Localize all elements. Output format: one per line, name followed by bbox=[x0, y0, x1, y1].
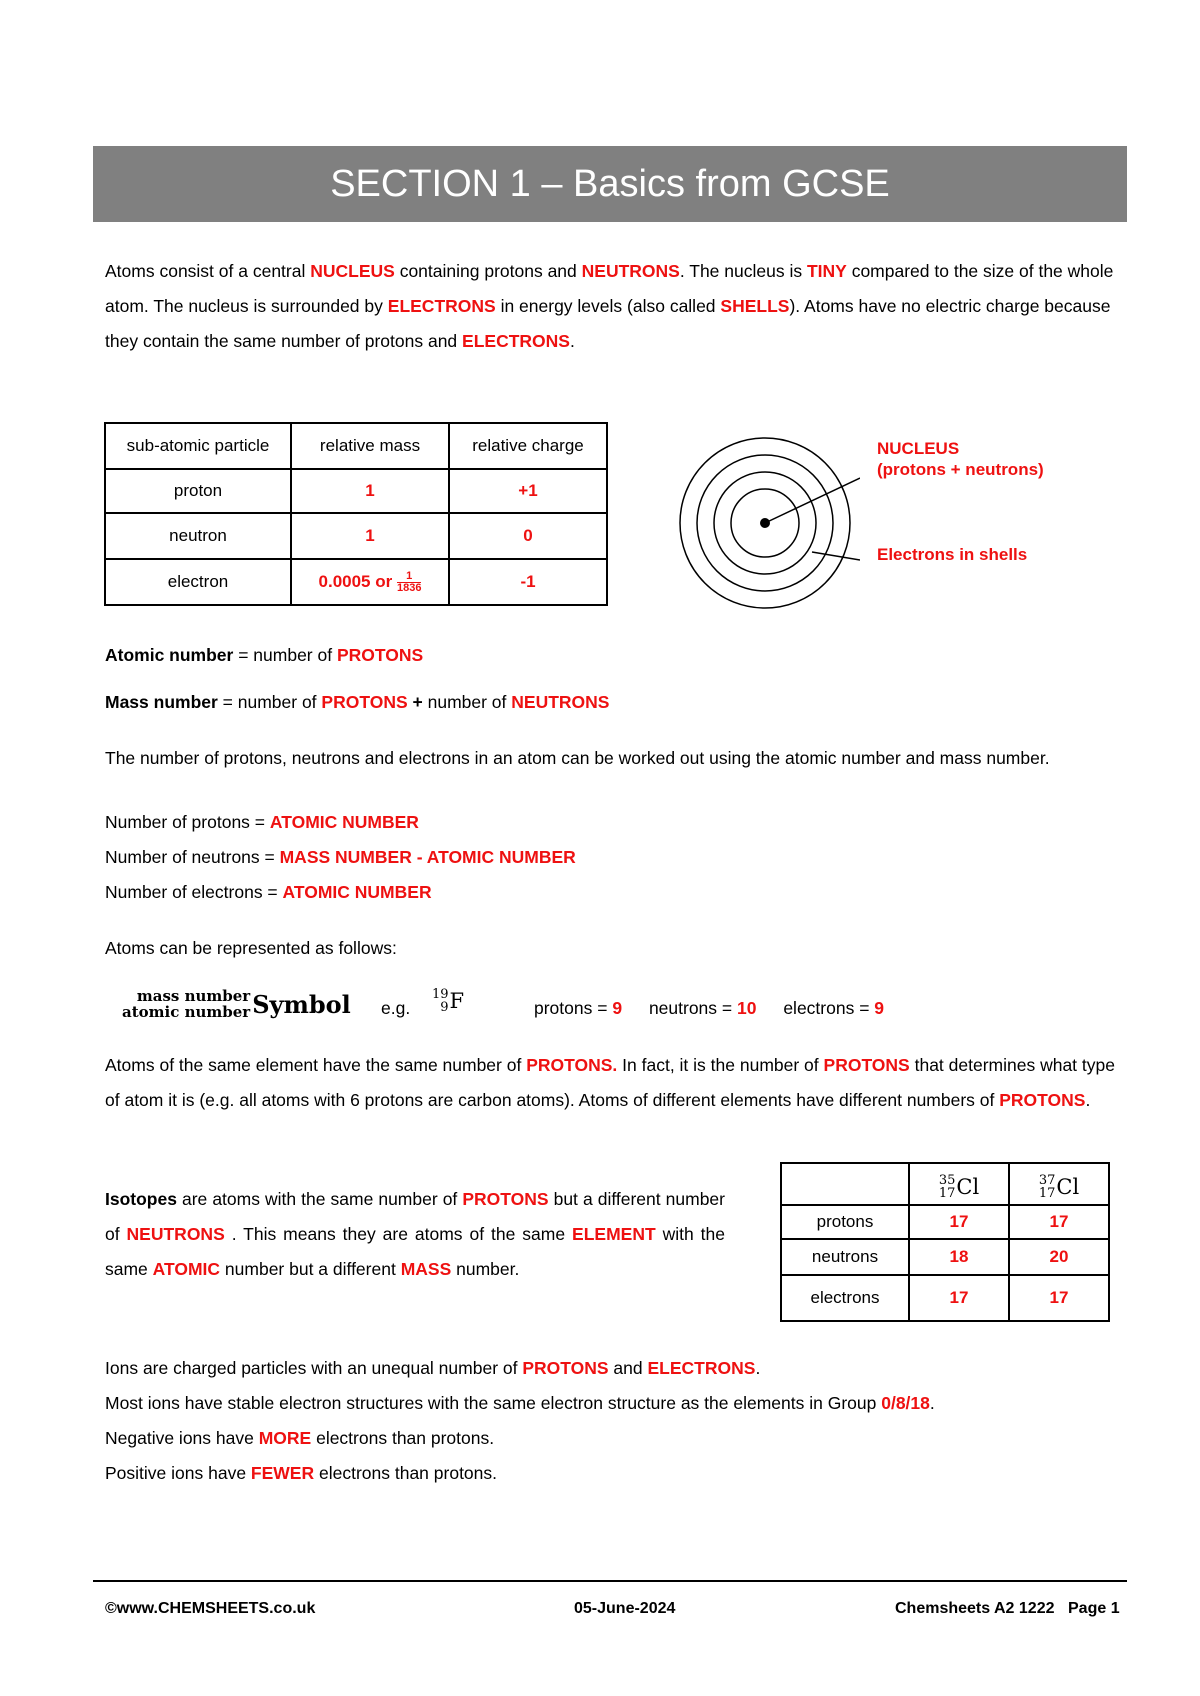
table-header: relative charge bbox=[449, 423, 607, 469]
value: 9 bbox=[874, 998, 885, 1018]
text: . bbox=[569, 331, 575, 351]
cell: 18 bbox=[909, 1239, 1009, 1275]
keyword: PROTONS bbox=[522, 1358, 609, 1378]
fluorine-notation bbox=[432, 988, 464, 1014]
keyword: MASS bbox=[400, 1259, 452, 1279]
keyword: 0/8/18 bbox=[881, 1393, 930, 1413]
element-symbol: Cl bbox=[956, 1174, 980, 1199]
text: but a different number of bbox=[105, 1189, 725, 1244]
text: Atoms consist of a central bbox=[105, 261, 311, 281]
nucleus-label-line: (protons + neutrons) bbox=[877, 460, 1044, 479]
text: Most ions have stable electron structures with the same electron structure as the elements in Group bbox=[105, 1393, 882, 1413]
text: Ions are charged particles with an unequal number of bbox=[105, 1358, 523, 1378]
keyword: ATOMIC NUMBER bbox=[282, 882, 432, 902]
nucleus-label-line: NUCLEUS bbox=[877, 439, 960, 458]
text: number. bbox=[451, 1259, 520, 1279]
atomic-number-definition bbox=[105, 645, 423, 666]
table-row bbox=[781, 1205, 1109, 1239]
notation-numbers bbox=[122, 988, 250, 1020]
keyword: NEUTRONS bbox=[511, 692, 610, 712]
keyword: ELECTRONS bbox=[387, 296, 496, 316]
text: number of bbox=[427, 692, 512, 712]
intro-paragraph bbox=[105, 254, 1127, 359]
workout-intro: The number of protons, neutrons and electrons in an atom can be worked out using the atomic number and mass number. bbox=[105, 748, 1050, 768]
atom-diagram bbox=[670, 430, 860, 610]
electron-mass: 0.0005 or bbox=[318, 571, 393, 591]
ions-line-2 bbox=[105, 1393, 935, 1414]
table-row bbox=[105, 469, 607, 513]
element-symbol: F bbox=[449, 989, 465, 1013]
shells-pointer bbox=[812, 552, 860, 560]
ions-line-4 bbox=[105, 1463, 497, 1484]
fluorine-numbers bbox=[432, 988, 449, 1014]
protons-rule bbox=[105, 812, 419, 833]
text: ). Atoms have no electric charge because they contain the same number of protons and bbox=[105, 296, 1111, 351]
keyword: SHELLS bbox=[720, 296, 790, 316]
text: with the same bbox=[105, 1224, 725, 1279]
text: . bbox=[1085, 1090, 1091, 1110]
term: Isotopes bbox=[105, 1189, 177, 1209]
nuclide-notation bbox=[122, 988, 351, 1020]
keyword: PROTONS bbox=[336, 645, 424, 665]
ions-line-3 bbox=[105, 1428, 494, 1449]
atomic-number: 17 bbox=[1038, 1185, 1056, 1201]
fraction bbox=[397, 571, 421, 594]
footer-rule bbox=[93, 1580, 1127, 1582]
table-header: sub-atomic particle bbox=[105, 423, 291, 469]
text: number but a different bbox=[220, 1259, 401, 1279]
cell: electron bbox=[105, 559, 291, 605]
element-paragraph bbox=[105, 1048, 1127, 1118]
electrons-rule bbox=[105, 882, 432, 903]
cell: 1 bbox=[291, 513, 449, 559]
keyword: PROTONS bbox=[321, 692, 408, 712]
cell: 20 bbox=[1009, 1239, 1109, 1275]
element-symbol: Cl bbox=[1056, 1174, 1080, 1199]
keyword: PROTONS bbox=[999, 1090, 1086, 1110]
text: = number of bbox=[217, 692, 322, 712]
ions-line-1 bbox=[105, 1358, 760, 1379]
text: Negative ions have bbox=[105, 1428, 259, 1448]
keyword: FEWER bbox=[250, 1463, 315, 1483]
text: neutrons = bbox=[648, 998, 737, 1018]
text: Atoms of the same element have the same number of bbox=[105, 1055, 527, 1075]
keyword: TINY bbox=[806, 261, 847, 281]
row-label: neutrons bbox=[781, 1239, 909, 1275]
cell: 0 bbox=[449, 513, 607, 559]
symbol-label: Symbol bbox=[252, 989, 351, 1019]
text: electrons than protons. bbox=[314, 1463, 498, 1483]
footer-page: Page 1 bbox=[1068, 1600, 1120, 1617]
text: Number of electrons = bbox=[105, 882, 283, 902]
cell: +1 bbox=[449, 469, 607, 513]
text: . bbox=[929, 1393, 935, 1413]
cell: -1 bbox=[449, 559, 607, 605]
atomic-number: 17 bbox=[938, 1185, 956, 1201]
row-label: electrons bbox=[781, 1275, 909, 1321]
shells-label: Electrons in shells bbox=[877, 545, 1028, 564]
value: 9 bbox=[612, 998, 623, 1018]
representation-intro: Atoms can be represented as follows: bbox=[105, 938, 397, 958]
mass-number: 35 bbox=[938, 1172, 956, 1188]
text: . bbox=[755, 1358, 761, 1378]
text: electrons = bbox=[783, 998, 875, 1018]
nucleus-pointer bbox=[765, 478, 860, 523]
keyword: ELECTRONS bbox=[647, 1358, 756, 1378]
fraction-denominator: 1836 bbox=[396, 581, 422, 594]
atomic-number-label: atomic number bbox=[122, 1003, 251, 1021]
cell: neutron bbox=[105, 513, 291, 559]
keyword: MORE bbox=[258, 1428, 312, 1448]
cell bbox=[291, 559, 449, 605]
fraction-numerator: 1 bbox=[397, 571, 421, 583]
table-row bbox=[105, 513, 607, 559]
eg-label: e.g. bbox=[381, 998, 411, 1018]
nucleus-label bbox=[877, 438, 1044, 480]
text: Positive ions have bbox=[105, 1463, 251, 1483]
cell: proton bbox=[105, 469, 291, 513]
text: that determines what type of atom it is (e.g. all atoms with 6 protons are carbon atoms). Atoms of different elements have different numbers of bbox=[105, 1055, 1115, 1110]
table-header: relative mass bbox=[291, 423, 449, 469]
text: . This means they are atoms of the same bbox=[224, 1224, 573, 1244]
table-row bbox=[781, 1239, 1109, 1275]
text: = number of bbox=[233, 645, 337, 665]
keyword: MASS NUMBER - ATOMIC NUMBER bbox=[279, 847, 576, 867]
text: + bbox=[412, 692, 428, 712]
empty-header bbox=[781, 1163, 909, 1205]
text: in energy levels (also called bbox=[495, 296, 721, 316]
mass-number: 37 bbox=[1038, 1172, 1056, 1188]
mass-number-label: mass number bbox=[136, 987, 251, 1005]
text: Number of neutrons = bbox=[105, 847, 280, 867]
term: Mass number bbox=[105, 692, 218, 712]
keyword: ATOMIC bbox=[152, 1259, 221, 1279]
chlorine-isotope-table bbox=[780, 1162, 1110, 1322]
text: electrons than protons. bbox=[311, 1428, 495, 1448]
keyword: NEUTRONS bbox=[126, 1224, 225, 1244]
keyword: ELEMENT bbox=[572, 1224, 656, 1244]
keyword: ELECTRONS bbox=[462, 331, 570, 351]
particle-table bbox=[104, 422, 608, 606]
text: Number of protons = bbox=[105, 812, 270, 832]
section-title: SECTION 1 – Basics from GCSE bbox=[93, 146, 1127, 222]
footer-date: 05-June-2024 bbox=[574, 1600, 676, 1617]
keyword: PROTONS bbox=[462, 1189, 549, 1209]
cell: 17 bbox=[909, 1205, 1009, 1239]
cell: 17 bbox=[909, 1275, 1009, 1321]
mass-number-definition bbox=[105, 692, 609, 713]
text: are atoms with the same number of bbox=[176, 1189, 463, 1209]
isotope-header bbox=[909, 1163, 1009, 1205]
table-row bbox=[105, 559, 607, 605]
cell: 17 bbox=[1009, 1205, 1109, 1239]
isotope-header bbox=[1009, 1163, 1109, 1205]
text: In fact, it is the number of bbox=[617, 1055, 824, 1075]
cell: 1 bbox=[291, 469, 449, 513]
keyword: PROTONS. bbox=[526, 1055, 618, 1075]
text: compared to the size of the whole atom. The nucleus is surrounded by bbox=[105, 261, 1114, 316]
fluorine-counts bbox=[534, 998, 884, 1019]
keyword: PROTONS bbox=[823, 1055, 910, 1075]
mass-number: 19 bbox=[432, 987, 449, 1002]
text: . The nucleus is bbox=[679, 261, 807, 281]
text: protons = bbox=[534, 998, 613, 1018]
keyword: NEUTRONS bbox=[581, 261, 680, 281]
text: and bbox=[608, 1358, 648, 1378]
table-row bbox=[781, 1275, 1109, 1321]
row-label: protons bbox=[781, 1205, 909, 1239]
cell: 17 bbox=[1009, 1275, 1109, 1321]
text: containing protons and bbox=[394, 261, 582, 281]
keyword: ATOMIC NUMBER bbox=[269, 812, 419, 832]
atomic-number: 9 bbox=[440, 1000, 449, 1015]
isotopes-paragraph bbox=[105, 1182, 725, 1287]
neutrons-rule bbox=[105, 847, 576, 868]
value: 10 bbox=[736, 998, 757, 1018]
footer-website: ©www.CHEMSHEETS.co.uk bbox=[105, 1600, 316, 1617]
footer-code: Chemsheets A2 1222 bbox=[895, 1600, 1055, 1617]
keyword: NUCLEUS bbox=[310, 261, 395, 281]
term: Atomic number bbox=[105, 645, 234, 665]
